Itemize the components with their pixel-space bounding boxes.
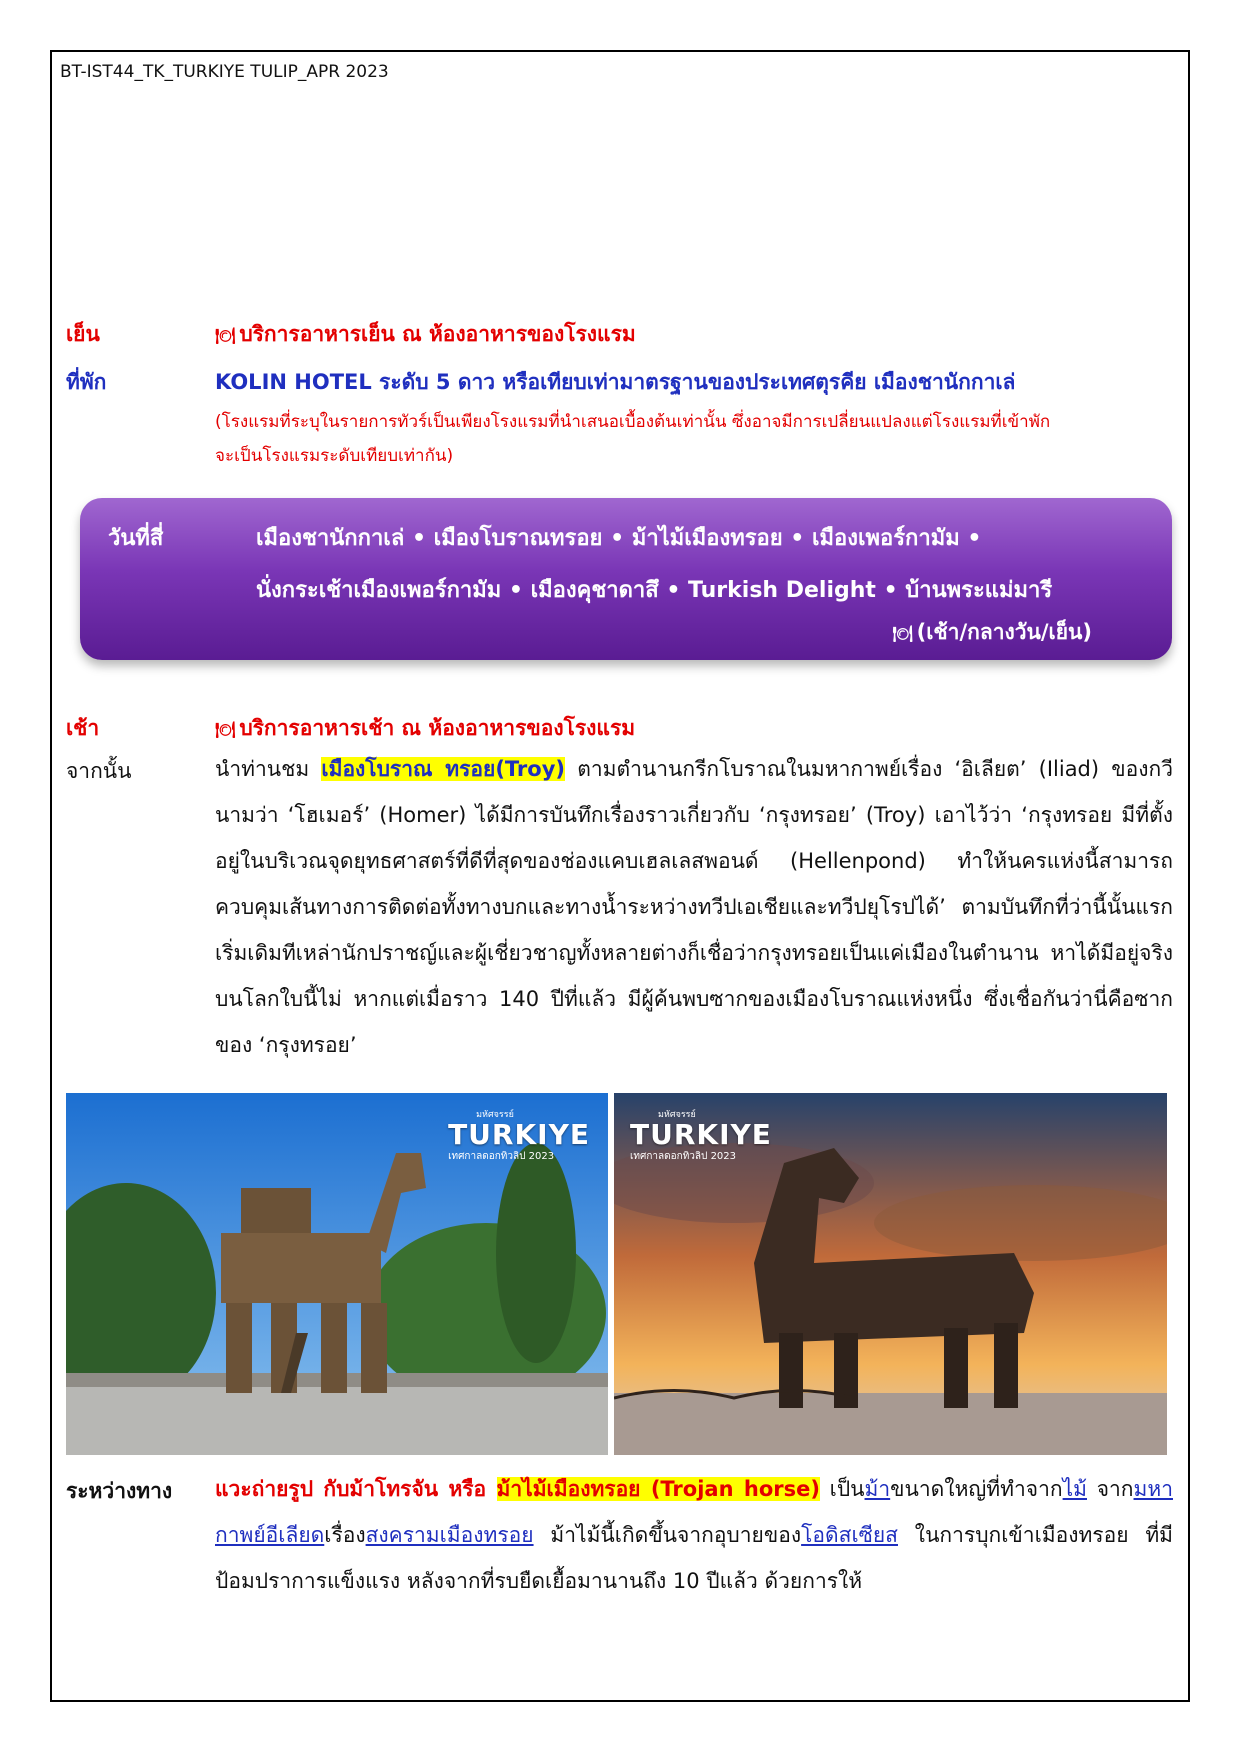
day-itinerary-line-1: เมืองชานักกาเล่ • เมืองโบราณทรอย • ม้าไม้เมืองทรอย • เมืองเพอร์กามัม • [256,526,982,551]
trojan-highlight: ม้าไม้เมืองทรอย (Trojan horse) [496,1477,820,1501]
dinner-label: เย็น [66,322,100,346]
troy-body: ตามตำนานกรีกโบราณในมหากาพย์เรื่อง ‘อิเลียต’ (Iliad) ของกวีนามว่า ‘โฮเมอร์’ (Homer) ได้มีการบันทึกเรื่องราวเกี่ยวกับ ‘กรุงทรอย’ (Troy) เอาไว้ว่า ‘กรุงทรอย มีที่ตั้งอยู่ในบริเวณจุดยุทธศาสตร์ที่ดีที่สุดของช่องแคบเฮลเลสพอนด์ (Hellenpond) ทำให้นครแห่งนี้สามารถควบคุมเส้นทางการติดต่อทั้งทางบกและทางน้ำระหว่างทวีปเอเชียและทวีปยุโรปได้’ ตามบันทึกที่ว่านี้นั้นแรกเริ่มเดิมทีเหล่านักปราชญ์และผู้เชี่ยวชาญทั้งหลายต่างก็เชื่อว่ากรุงทรอยเป็นแค่เมืองในตำนาน หาได้มีอยู่จริงบนโลกใบนี้ไม่ หากแต่เมื่อราว 140 ปีที่แล้ว มีผู้ค้นพบซากของเมืองโบราณแห่งหนึ่ง ซึ่งเชื่อกันว่านี่คือซากของ ‘กรุงทรอย’ [215,757,1173,1057]
day-meals-text: (เช้า/กลางวัน/เย็น) [916,620,1092,644]
plate-icon: 🍽 [215,326,236,345]
badge-title-1: TURKIYE [448,1118,590,1151]
plate-icon: 🍽 [215,720,236,739]
on-the-way-label: ระหว่างทาง [66,1479,173,1503]
horse-link[interactable]: ม้า [864,1477,891,1501]
trojan-horse-photo-sunset [614,1093,1167,1455]
day-meals [892,616,1092,649]
hotel-note-line-1: (โรงแรมที่ระบุในรายการทัวร์เป็นเพียงโรงแรมที่นำเสนอเบื้องต้นเท่านั้น ซึ่งอาจมีการเปลี่ยนแปลงแต่โรงแรมที่เข้าพัก [215,412,1051,432]
breakfast-text: บริการอาหารเช้า ณ ห้องอาหารของโรงแรม [239,716,636,740]
trojan-text-5: ม้าไม้นี้เกิดขึ้นจากอุบายของ [533,1523,802,1547]
hotel-note-line-2: จะเป็นโรงแรมระดับเทียบเท่ากัน) [215,446,454,466]
wood-link[interactable]: ไม้ [1062,1477,1087,1501]
odysseus-link[interactable]: โอดิสเซียส [801,1523,898,1547]
trojan-text-4: เรื่อง [324,1523,366,1547]
troy-intro: นำท่านชม [215,757,322,781]
troy-highlight: เมืองโบราณ ทรอย(Troy) [321,757,566,781]
troy-paragraph [215,746,1173,1068]
badge-sub-2: เทศกาลดอกทิวลิป 2023 [630,1151,737,1162]
trojan-text-2: ขนาดใหญ่ที่ทำจาก [890,1477,1063,1501]
document-code: BT-IST44_TK_TURKIYE TULIP_APR 2023 [60,62,389,82]
dinner-text: บริการอาหารเย็น ณ ห้องอาหารของโรงแรม [239,322,636,346]
breakfast-line [215,712,635,745]
day-banner [80,498,1172,660]
trojan-text-3: จาก [1087,1477,1134,1501]
trojan-horse-photo-day [66,1093,608,1455]
plate-icon: 🍽 [892,624,913,643]
trojan-horse-paragraph [215,1466,1173,1604]
trojan-text-1: เป็น [819,1477,865,1501]
iliad-link[interactable]: มหากาพย์อีเลียด [215,1477,1173,1547]
trojan-red-text: แวะถ่ายรูป กับม้าโทรจัน หรือ [215,1477,497,1501]
trojan-text-6: ในการบุกเข้าเมืองทรอย ที่มีป้อมปราการแข็งแรง หลังจากที่รบยืดเยื้อมานานถึง 10 ปีแล้ว ด้วยการให้ [215,1523,1173,1593]
badge-title-2: TURKIYE [630,1118,772,1151]
photo-badge-1 [448,1107,590,1164]
photo-badge-2 [630,1107,772,1164]
day-label: วันที่สี่ [108,526,164,551]
dinner-line [215,318,636,351]
trojan-war-link[interactable]: สงครามเมืองทรอย [365,1523,534,1547]
breakfast-label: เช้า [66,716,100,740]
hotel-note [215,405,1175,473]
hotel-name: KOLIN HOTEL ระดับ 5 ดาว หรือเทียบเท่ามาตรฐานของประเทศตุรคีย เมืองชานักกาเล่ [215,370,1016,394]
badge-small-1: มหัศจรรย์ [476,1110,514,1120]
hotel-label: ที่พัก [66,370,107,394]
badge-small-2: มหัศจรรย์ [658,1110,696,1120]
day-itinerary-line-2: นั่งกระเช้าเมืองเพอร์กามัม • เมืองคุชาดาสึ • Turkish Delight • บ้านพระแม่มารี [256,578,1053,603]
badge-sub-1: เทศกาลดอกทิวลิป 2023 [448,1151,555,1162]
then-label: จากนั้น [66,759,132,783]
